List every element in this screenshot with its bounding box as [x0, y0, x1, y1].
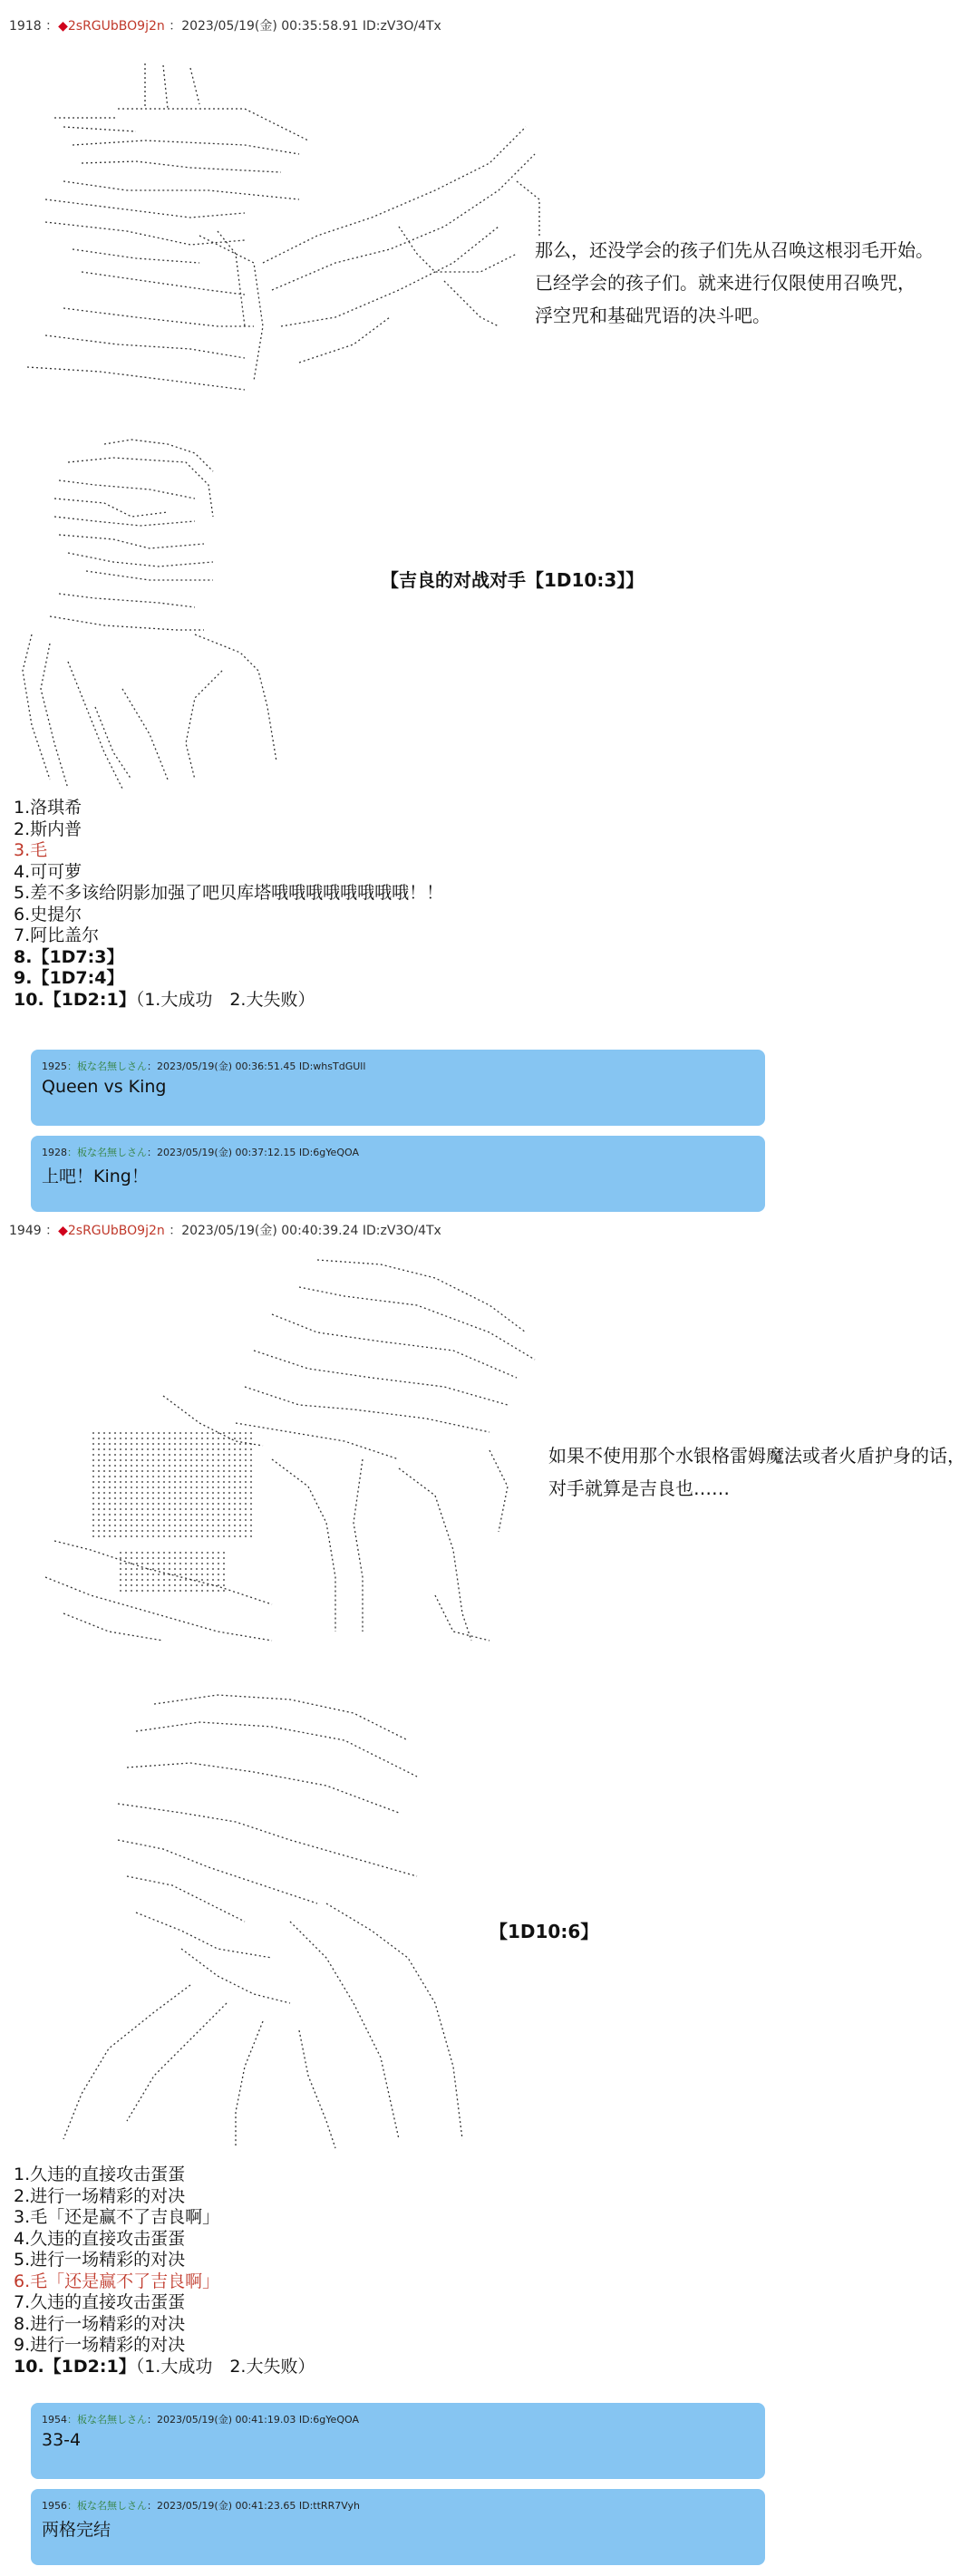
reply-id[interactable]: ID:ttRR7Vyh — [298, 2500, 360, 2512]
reply-card — [31, 2489, 765, 2565]
reply-number: 1956 — [42, 2500, 67, 2512]
diamond-icon: ◆ — [58, 1224, 68, 1238]
list-item-highlighted: 6.毛「还是赢不了吉良啊」 — [14, 2271, 220, 2291]
reply-datetime: ：2023/05/19(金) 00:36:51.45 — [147, 1060, 296, 1072]
reply-header — [42, 2498, 765, 2513]
reply-card — [31, 1050, 765, 1126]
dialog-block — [548, 1439, 965, 1505]
post-trip[interactable]: 2sRGUbBO9j2n — [67, 19, 165, 34]
list-item: 4.久违的直接攻击蛋蛋 — [14, 2228, 186, 2249]
list-item-bold-part: 10.【1D2:1】 — [14, 2356, 136, 2377]
dialog-line: 已经学会的孩子们。就来进行仅限使用召唤咒， — [535, 272, 916, 294]
reply-number: 1954 — [42, 2414, 67, 2426]
list-item-bold-part: 10.【1D2:1】 — [14, 989, 136, 1010]
reply-number: 1928 — [42, 1147, 67, 1158]
list-item-highlighted: 3.毛 — [14, 840, 48, 860]
choice-list — [14, 2164, 315, 2377]
reply-card — [31, 2403, 765, 2479]
diamond-icon: ◆ — [58, 19, 68, 34]
reply-datetime: ：2023/05/19(金) 00:37:12.15 — [147, 1147, 296, 1158]
list-item: 7.久违的直接攻击蛋蛋 — [14, 2292, 186, 2312]
reply-body: 两格完结 — [42, 2520, 111, 2540]
post-id[interactable]: ID:zV3O/4Tx — [362, 19, 441, 34]
dialog-line: 对手就算是吉良也…… — [548, 1477, 730, 1499]
reply-name: ：板な名無しさん — [67, 2500, 147, 2512]
reply-id[interactable]: ID:6gYeQOA — [298, 2414, 359, 2426]
choice-list — [14, 798, 443, 1011]
list-item: 8.进行一场精彩的对决 — [14, 2313, 186, 2334]
list-item — [14, 2357, 315, 2378]
dice-result-label: 【吉良的对战对手【1D10:3】】 — [381, 569, 645, 591]
reply-header — [42, 2412, 765, 2426]
list-item — [14, 990, 443, 1012]
list-item: 2.斯内普 — [14, 818, 82, 839]
post-header: 1918 ：◆2sRGUbBO9j2n ：2023/05/19(金) 00:35:58.91 ID:zV3O/4Tx — [9, 19, 441, 34]
list-item: 5.差不多该给阴影加强了吧贝库塔哦哦哦哦哦哦哦哦！！ — [14, 883, 444, 903]
reply-body: 上吧！King！ — [42, 1167, 149, 1186]
reply-name: ：板な名無しさん — [67, 2414, 147, 2426]
post-number: 1918 — [9, 19, 42, 34]
reply-datetime: ：2023/05/19(金) 00:41:19.03 — [147, 2414, 296, 2426]
reply-name: ：板な名無しさん — [67, 1060, 147, 1072]
reply-body: 33-4 — [42, 2430, 82, 2450]
dialog-line: 那么，还没学会的孩子们先从召唤这根羽毛开始。 — [535, 239, 934, 261]
list-item: 6.史提尔 — [14, 904, 82, 925]
list-item: 9.进行一场精彩的对决 — [14, 2335, 186, 2355]
list-item: 1.洛琪希 — [14, 798, 82, 818]
reply-header — [42, 1145, 765, 1159]
post-header: 1949 ：◆2sRGUbBO9j2n ：2023/05/19(金) 00:40:39.24 ID:zV3O/4Tx — [9, 1224, 441, 1238]
list-item: 9.【1D7:4】 — [14, 968, 124, 988]
list-item: 4.可可萝 — [14, 861, 82, 882]
list-item-rest-part: （1.大成功 2.大失败） — [135, 989, 315, 1010]
reply-header — [42, 1059, 765, 1073]
list-item: 8.【1D7:3】 — [14, 946, 124, 967]
dialog-line: 浮空咒和基础咒语的决斗吧。 — [535, 305, 771, 326]
reply-datetime: ：2023/05/19(金) 00:41:23.65 — [147, 2500, 296, 2512]
dice-result-label: 【1D10:6】 — [490, 1921, 599, 1942]
list-item: 2.进行一场精彩的对决 — [14, 2185, 186, 2206]
ascii-art-woman-figure — [14, 435, 295, 789]
list-item: 5.进行一场精彩的对决 — [14, 2250, 186, 2270]
reply-card — [31, 1136, 765, 1212]
post-datetime: 2023/05/19(金) 00:40:39.24 — [181, 1224, 359, 1238]
list-item-rest-part: （1.大成功 2.大失败） — [135, 2356, 315, 2377]
reply-number: 1925 — [42, 1060, 67, 1072]
list-item: 1.久违的直接攻击蛋蛋 — [14, 2164, 186, 2184]
reply-name: ：板な名無しさん — [67, 1147, 147, 1158]
ascii-art-man-figure — [54, 1686, 490, 2157]
reply-id[interactable]: ID:whsTdGUll — [298, 1060, 366, 1072]
ascii-art-kneeling-figure — [36, 1251, 562, 1650]
list-item: 7.阿比盖尔 — [14, 925, 100, 945]
reply-id[interactable]: ID:6gYeQOA — [298, 1147, 359, 1158]
ascii-art-pointing-figure — [9, 54, 544, 399]
dialog-block — [535, 234, 934, 332]
post-trip[interactable]: 2sRGUbBO9j2n — [67, 1224, 165, 1238]
post-datetime: 2023/05/19(金) 00:35:58.91 — [181, 19, 359, 34]
reply-body: Queen vs King — [42, 1077, 167, 1097]
post-id[interactable]: ID:zV3O/4Tx — [362, 1224, 441, 1238]
dialog-line: 如果不使用那个水银格雷姆魔法或者火盾护身的话， — [548, 1445, 965, 1467]
post-number: 1949 — [9, 1224, 42, 1238]
list-item: 3.毛「还是赢不了吉良啊」 — [14, 2207, 220, 2227]
